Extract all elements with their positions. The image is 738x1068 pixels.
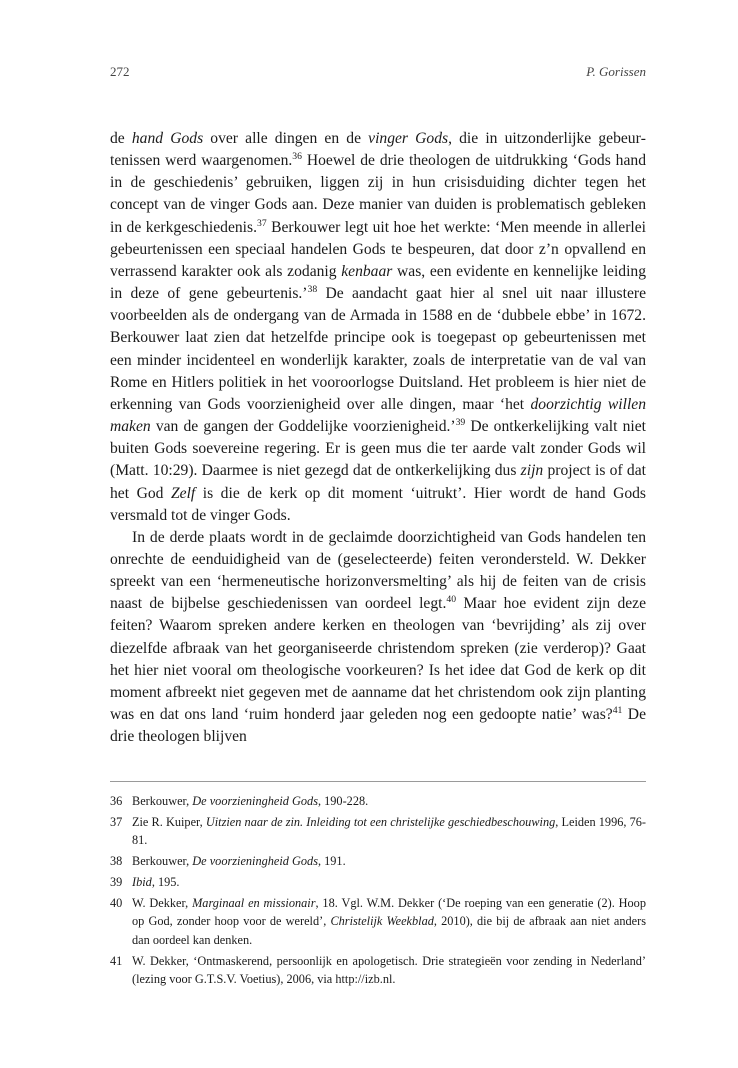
footnote-text bbox=[132, 894, 646, 950]
text-run: Zie R. Kuiper, bbox=[132, 814, 206, 829]
text-run: , die in uitzonderlijke gebeurtenissen werd waargenomen. bbox=[110, 130, 646, 170]
footnote-reference: 38 bbox=[307, 283, 318, 295]
text-run: De drie theologen blijven bbox=[110, 706, 646, 746]
page-number: 272 bbox=[110, 64, 130, 79]
running-head bbox=[110, 64, 646, 80]
footnote-text bbox=[132, 873, 646, 892]
footnote-number: 40 bbox=[110, 895, 123, 910]
italic-text: Ibid bbox=[132, 874, 152, 889]
text-run: W. Dekker, ‘Ontmaskerend, persoonlijk en apologetisch. Drie strategieën voor zending in Nederland’ (lezing voor G.T.S.V. Voetius), 2006, via http://izb.nl. bbox=[132, 953, 646, 987]
footnote-rule bbox=[110, 781, 646, 782]
footnote-reference: 40 bbox=[446, 594, 457, 606]
footnote bbox=[110, 952, 646, 989]
italic-text: vinger Gods bbox=[368, 130, 449, 147]
body-paragraph bbox=[110, 128, 646, 527]
text-run: , Leiden 1996, 76-81. bbox=[132, 814, 647, 848]
text-run: is die de kerk op dit moment ‘uitrukt’. Hier wordt de hand Gods versmald tot de vinger Gods. bbox=[110, 484, 646, 524]
footnote-number: 36 bbox=[110, 794, 123, 808]
footnote-number: 38 bbox=[110, 854, 123, 869]
text-run: De aandacht gaat hier al snel uit naar illustere voorbeelden als de ondergang van de Armada in 1588 en de ‘dubbele ebbe’ in 1672. Berkouwer laat zien dat hetzelfde principe ook is toegepast op gebeurtenissen met een minder incidenteel en wonderlijk karakter, zoals de interpretatie van de val van Rome en Hitlers politiek in het vooroorlogse Duitsland. Het probleem is hier niet de erkenning van Gods voorzienigheid over alle dingen, maar ‘het bbox=[110, 285, 646, 413]
italic-text: zijn bbox=[520, 462, 544, 480]
text-run: , 190-228. bbox=[317, 794, 369, 808]
footnote-reference: 36 bbox=[292, 150, 302, 162]
italic-text: De voorzieningheid Gods bbox=[192, 854, 318, 869]
body-text bbox=[110, 128, 646, 748]
text-run: was, een evidente en kennelijke leiding in deze of gene gebeurtenis.’ bbox=[110, 262, 646, 303]
footnote-text bbox=[132, 813, 646, 850]
text-run: , 18. Vgl. W.M. Dekker (‘De roeping van een generatie (2). Hoop op God, zonder hoop voor de wereld’, bbox=[132, 895, 646, 929]
text-run: In de derde plaats wordt in de geclaimde doorzichtigheid van Gods handelen ten onrechte de eenduidigheid van de (geselecteerde) feiten verondersteld. W. Dekker spreekt van een ‘hermeneutische horizonversmelting’ als hij de feiten van de crisis naast de bijbelse geschiedenissen van oordeel legt. bbox=[110, 528, 646, 613]
text-run: van de gangen der Goddelijke voorzienigheid.’ bbox=[150, 418, 456, 436]
footnote-reference: 39 bbox=[455, 416, 466, 428]
italic-text: hand Gods bbox=[131, 130, 204, 147]
footnote bbox=[110, 813, 646, 850]
italic-text: Uitzien naar de zin. Inleiding tot een christelijke geschiedbeschouwing bbox=[205, 814, 556, 829]
italic-text: Christelijk Weekblad bbox=[330, 914, 434, 929]
footnote-reference: 37 bbox=[256, 217, 267, 229]
footnote-text bbox=[132, 852, 646, 871]
body-paragraph bbox=[110, 527, 646, 749]
italic-text: doorzichtig willen maken bbox=[110, 395, 646, 436]
italic-text: Zelf bbox=[170, 484, 196, 502]
footnote-number: 37 bbox=[110, 814, 123, 829]
text-run: , 2010), die bij de afbraak aan niet anders dan oordeel kan denken. bbox=[132, 914, 647, 947]
footnote bbox=[110, 894, 646, 950]
footnote-text bbox=[132, 792, 646, 811]
text-run: Hoewel de drie theologen de uitdrukking ‘Gods hand in de geschiedenis’ gebruiken, liggen zij in hun crisisduiding dichter tegen het concept van de vinger Gods aan. Deze manier van duiden is problematisch gebleken in de kerkgeschiedenis. bbox=[110, 152, 646, 236]
text-run: Berkouwer, bbox=[132, 854, 193, 869]
text-run: Maar hoe evident zijn deze feiten? Waarom spreken andere kerken en theologen van ‘bevrijding’ als zij over diezelfde afbraak van het georganiseerde christendom spreken (zie verderop)? Gaat het hier niet vooral om theologische voorkeuren? Is het idee dat God de kerk op dit moment afbreekt niet gegeven met de aanname dat het christendom ook zijn planting was en dat ons land ‘ruim honderd jaar geleden nog een gedoopte natie’ was? bbox=[110, 595, 647, 724]
running-head-author: P. Gorissen bbox=[586, 64, 646, 79]
text-run: Berkouwer legt uit hoe het werkte: ‘Men meende in allerlei gebeurtenissen een speciaal handelen Gods te bespeuren, dat door z’n opvallend en verrassend karakter ook als zodanig bbox=[110, 218, 646, 280]
footnote-reference: 41 bbox=[612, 704, 623, 716]
footnote bbox=[110, 792, 646, 811]
text-run: De ontkerkelijking valt niet buiten Gods soevereine regering. Er is geen mus die ter aarde valt zonder Gods wil (Matt. 10:29). Daarmee is niet gezegd dat de ontkerkelijking dus bbox=[110, 418, 646, 480]
footnote-number: 39 bbox=[110, 874, 123, 889]
footnotes bbox=[110, 792, 646, 991]
footnote bbox=[110, 852, 646, 871]
footnote-number: 41 bbox=[110, 953, 123, 968]
text-run: project is of dat het God bbox=[110, 462, 646, 502]
text-run: , 195. bbox=[151, 874, 180, 889]
footnote bbox=[110, 873, 646, 892]
text-run: , 191. bbox=[317, 854, 346, 869]
italic-text: De voorzieningheid Gods bbox=[192, 794, 318, 808]
italic-text: kenbaar bbox=[341, 262, 393, 280]
italic-text: Marginaal en missionair bbox=[192, 895, 316, 910]
text-run: W. Dekker, bbox=[132, 895, 193, 910]
footnote-text bbox=[132, 952, 646, 989]
text-run: over alle dingen en de bbox=[203, 130, 369, 147]
text-run: Berkouwer, bbox=[132, 794, 193, 808]
text-run: de bbox=[110, 130, 132, 147]
